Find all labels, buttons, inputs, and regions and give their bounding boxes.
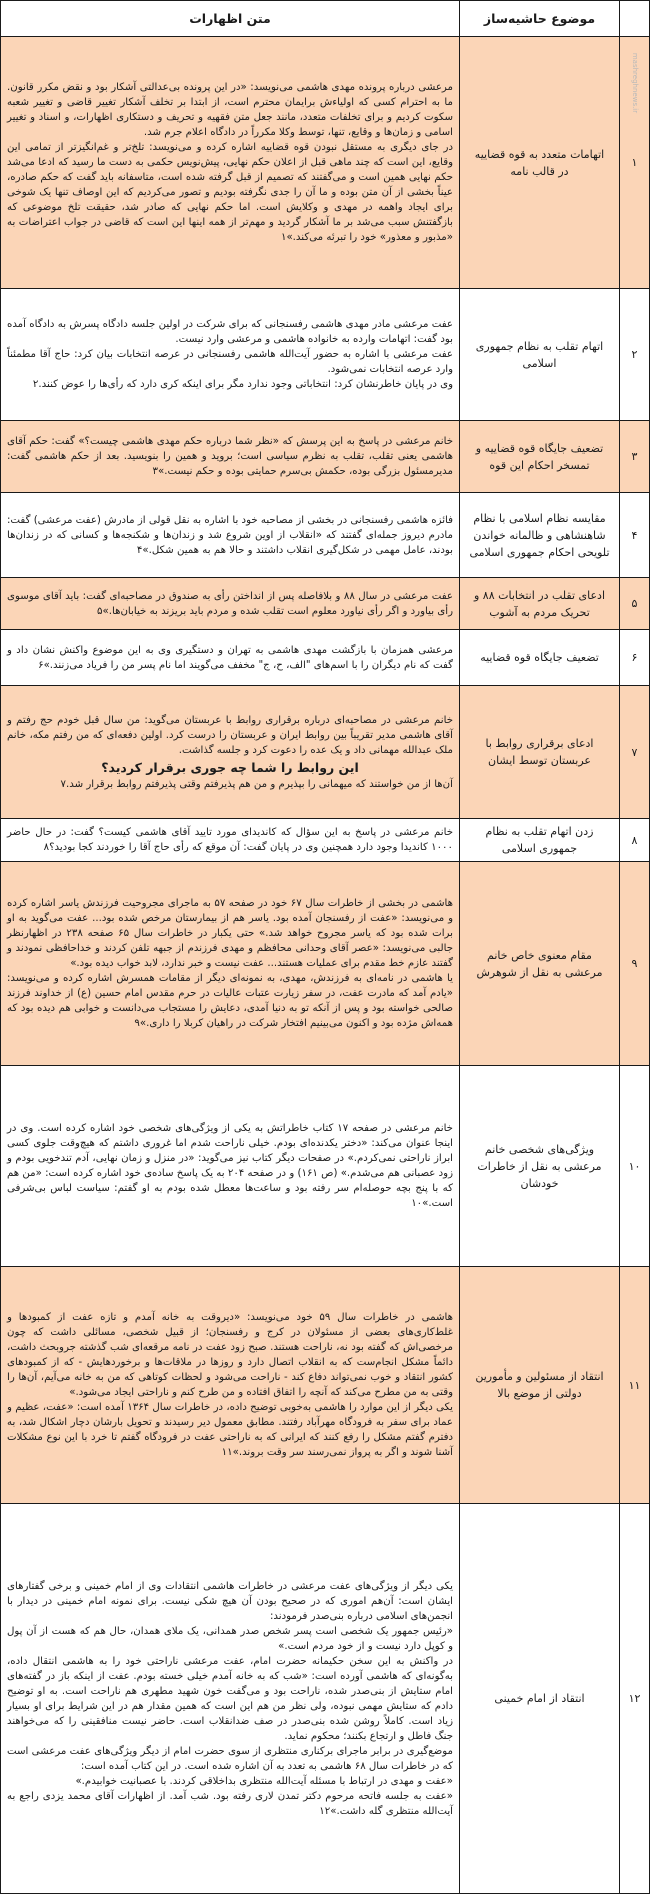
statement-paragraph: خانم مرعشی در مصاحبه‌ای درباره برقراری روابط با عربستان می‌گوید: من سال قبل خودم حج رفتم و آقای هاشمی مدیر تقریباً بین روابط ایران و عربستان را درست کرد. اولین دفعه‌ای که من رفتم مکه، خانم ملک عبدالله مهمانی داد و یک عده را دعوت کرد و جلسه گذاشت.	[7, 714, 453, 756]
row-number: ۳	[631, 450, 638, 463]
row-topic-cell	[459, 630, 619, 685]
row-statement-cell	[1, 289, 459, 420]
row-number-cell	[619, 1066, 649, 1266]
row-statement-cell	[1, 1066, 459, 1266]
row-number-cell	[619, 862, 649, 1065]
row-topic-cell	[459, 819, 619, 861]
header-number-cell	[619, 1, 649, 36]
statement-paragraph: «عفت به جلسه فاتحه مرحوم دکتر تمدن لاری رفته بود. شب آمد. از اظهارات آقای محمد یزدی راجع به آیت‌الله منتظری گله داشت.»۱۲	[7, 1790, 453, 1817]
header-topic-label: موضوع حاشیه‌ساز	[483, 11, 596, 26]
statement-paragraph: مرعشی همزمان با بازگشت مهدی هاشمی به تهران و دستگیری وی به این موضوع واکنش نشان داد و گفت که نام دیگران را با اسم‌های "الف، ح، ج" مخفف می‌گویند اما نام پسر من را فریاد می‌زنند.»۶	[7, 644, 453, 671]
statement-paragraph: خانم مرعشی در پاسخ به این سؤال که کاندیدای مورد تایید آقای هاشمی کیست؟ گفت: در حال حاضر ۱۰۰۰ کاندیدا وجود دارد همچنین وی در پایان گفت: آن موقع که رأی حاج آقا را خوردند کجا بودید؟۸	[7, 827, 453, 853]
row-topic: ادعای برقراری روابط با عربستان توسط ایشان	[485, 737, 594, 767]
statement-paragraph: وی در پایان خاطرنشان کرد: انتخاباتی وجود ندارد مگر برای اینکه کری دارد که رأی‌ها را عوض کنند.۲	[32, 379, 453, 390]
row-number: ۵	[631, 597, 638, 610]
row-number: ۶	[631, 651, 638, 664]
statement-paragraph: عفت مرعشی مادر مهدی هاشمی رفسنجانی که برای شرکت در اولین جلسه دادگاه پسرش به دادگاه آمده بود گفت: اتهامات وارده به خانواده هاشمی و مرعشی وارد نیست.	[7, 319, 453, 345]
table-row	[1, 289, 649, 421]
row-topic-cell	[459, 578, 619, 629]
statement-paragraph: یکی دیگر از ویژگی‌های عفت مرعشی در خاطرات هاشمی انتقادات وی از امام خمینی و برخی گفتارهای ایشان است: آن‌هم اموری که در صحیح بودن آن هیچ شکی نیست. برای نمونه امام خمینی در دیدار با انجمن‌های اسلامی درباره بنی‌صدر فرمودند:	[7, 1580, 453, 1622]
row-number: ۸	[631, 833, 638, 847]
statement-paragraph: در جای دیگری به مستقل نبودن قوه قضاییه اشاره کرده و می‌نویسد: تلخ‌تر و غم‌انگیزتر از تمامی این وقایع، این است که چند ماهی قبل از اعلان حکم نهایی، پیش‌نویس حکمی به دست ما رسید که ادعا می‌شد حکم نهایی همین است و می‌گفتند که تصمیم از قبل گرفته شده است، متاسفانه باید گفت که حکم صادره، عیناً بخشی از آن متن بوده و ما آن را جدی نگرفته بودیم و تصور می‌کردیم که این اوصاف تنها یک شوخی برای ایجاد واهمه در مهدی و وکلایش است. اما حکم نهایی که صادر شد، حقیقت تلخ موضوعی که بازگفتنش سبب می‌شد بر ما آشکار گردید و مهم‌تر از همه اینها این است که قاضی در جواب اعتراضات به «مذبور و معذور» خود را تبرئه می‌کند.»۱	[7, 142, 453, 243]
row-topic: ویژگی‌های شخصی خانم مرعشی به نقل از خاطرات خودشان	[477, 1142, 602, 1190]
table-row	[1, 1504, 649, 1893]
row-statement-cell	[1, 37, 459, 288]
row-statement-cell	[1, 862, 459, 1065]
row-topic: مقام معنوی خاص خانم مرعشی به نقل از شوهرش	[476, 948, 603, 979]
row-statement-cell	[1, 1267, 459, 1503]
table-row	[1, 578, 649, 630]
statement-highlighted-question: این روابط را شما چه جوری برقرار کردید؟	[101, 759, 359, 775]
row-topic: انتقاد از امام خمینی	[494, 1692, 585, 1705]
row-topic: تضعیف جایگاه قوه قضاییه و تمسخر احکام این قوه	[475, 441, 604, 472]
statement-paragraph: «رئیس جمهور یک شخصی است پسر شخص صدر همدانی، یک ملای همدان، حال هم که هست از آن پول و کوپل دارد نیست و از خود مردم است.»	[7, 1625, 453, 1652]
statement-paragraph: یکی دیگر از این موارد را هاشمی به‌خوبی توضیح داده، در خاطرات سال ۱۳۶۴ آمده است: «عفت، عظیم و عماد برای سفر به فرودگاه مهرآباد رفتند. مطابق معمول دیر رسیدند و تحویل بارشان دچار اشکال شد، به دفترم گفتم مشکل را رفع کنند که ایرانی که به ناراحتی عفت در فرودگاه گفتم تا خرد با این نوع مشکلات آشنا شوند و اگر به پرواز نمی‌رسند سر وقت بروند.»۱۱	[7, 1402, 453, 1458]
row-topic-cell	[459, 1066, 619, 1266]
row-number: ۲	[631, 348, 638, 361]
row-number-cell	[619, 493, 649, 577]
statement-paragraph: موضع‌گیری در برابر ماجرای برکناری منتظری از سوی حضرت امام از دیگر ویژگی‌های عفت مرعشی است که در خاطرات سال ۶۸ هاشمی به تعدد به آن اشاره شده است. در این کتاب آمده است:	[7, 1745, 453, 1772]
row-topic: اتهام تقلب به نظام جمهوری اسلامی	[475, 339, 604, 370]
row-statement-cell	[1, 421, 459, 492]
row-number-cell	[619, 289, 649, 420]
row-number-cell	[619, 819, 649, 861]
table-row	[1, 862, 649, 1066]
row-number: ۹	[631, 957, 638, 970]
row-topic: ادعای تقلب در انتخابات ۸۸ و تحریک مردم به آشوب	[473, 588, 606, 619]
row-topic-cell	[459, 1504, 619, 1893]
row-number-cell	[619, 421, 649, 492]
row-topic-cell	[459, 686, 619, 818]
statement-paragraph: خانم مرعشی در پاسخ به این پرسش که «نظر شما درباره حکم مهدی هاشمی چیست؟» گفت: حکم آقای هاشمی یعنی تقلب، تقلب به نظرم سیاسی است؛ بروید و همین را بنویسید. بعد از حکم هاشمی گفت: مدیرمسئول بزرگی بوده، حکمش بی‌سرم حمایتی بوده و حکم نیست.»۳	[7, 436, 453, 477]
row-number-cell	[619, 1504, 649, 1893]
row-topic: مقایسه نظام اسلامی با نظام شاهنشاهی و ظالمانه خواندن تلویحی احکام جمهوری اسلامی	[469, 511, 610, 559]
statement-paragraph: خانم مرعشی در صفحه ۱۷ کتاب خاطراتش به یکی از ویژگی‌های شخصی خود اشاره کرده است. وی در اینجا عنوان می‌کند: «دختر یکدنده‌ای بودم. خیلی ناراحت شدم اما غروری داشتم که هیچ‌وقت جلوی کسی ابراز ناراحتی نمی‌کردم.» در صفحات دیگر کتاب نیز می‌گوید: «در منزل و زمان نهایی، آدم تندخویی بودم و زود عصبانی هم می‌شدم.» (ص ۱۶۱) و در صفحه ۲۰۴ به یک پاسخ ساده‌ی خود اشاره کرده است: «من هم که با پنج بچه حوصله‌ام سر رفته بود و ساعت‌ها معطل شده بودم به او گفتم: سیاست لباس بی‌شرفی است.»۱۰	[7, 1123, 453, 1209]
header-statement-cell	[1, 1, 459, 36]
row-statement-cell	[1, 493, 459, 577]
row-topic: تضعیف جایگاه قوه قضاییه	[480, 651, 599, 664]
row-statement-cell	[1, 578, 459, 629]
header-topic-cell	[459, 1, 619, 36]
row-number-cell	[619, 630, 649, 685]
row-topic: زدن اتهام تقلب به نظام جمهوری اسلامی	[485, 825, 594, 855]
statement-paragraph: عفت مرعشی با اشاره به حضور آیت‌الله هاشمی رفسنجانی در عرصه انتخابات بیان کرد: حاج آقا مطمئناً وارد عرصه انتخابات نمی‌شود.	[7, 349, 453, 375]
row-statement-cell	[1, 819, 459, 861]
row-topic-cell	[459, 493, 619, 577]
row-number-cell	[619, 578, 649, 629]
statement-paragraph: «عفت و مهدی در ارتباط با مسئله آیت‌الله منتظری بداخلاقی کردند. با عصبانیت خوابیدم.»	[75, 1775, 453, 1787]
statement-paragraph: آن‌ها از من خواستند که میهمانی را بپذیرم و من هم پذیرفتم وقتی پذیرفتم روابط برقرار شد.۷	[60, 778, 453, 790]
statement-paragraph: عفت مرعشی در سال ۸۸ و بلافاصله پس از انداختن رأی به صندوق در مصاحبه‌ای گفت: باید آقای موسوی رأی بیاورد و اگر رأی نیاورد معلوم است تقلب شده و مردم باید بریزند به خیابان‌ها.»۵	[7, 590, 453, 617]
header-statement-label: متن اظهارات	[189, 11, 271, 26]
row-statement-cell	[1, 630, 459, 685]
table-row	[1, 37, 649, 289]
table-row	[1, 421, 649, 493]
row-topic-cell	[459, 421, 619, 492]
table-header-row	[1, 1, 649, 37]
statement-paragraph: هاشمی در خاطرات سال ۵۹ خود می‌نویسد: «دیروقت به خانه آمدم و تازه عفت از کمبودها و غلط‌کاری‌های بعضی از مسئولان در کرج و رفسنجان؛ از قبیل شخصی، مسائلی داشت که چون مرخصی‌اش که گفته بود نه، ناراحت هستند. صبح زود عفت در نامه مرقعه‌ای شب گذشته جروبحث داشت، دائماً مشکل انجام‌ست که به انقلاب اتصال دارد و روزها در ملاقات‌ها و برخوردهایش - که از کمبودهای کشور انتقاد و خوب نمی‌تواند دفاع کند - ناراحت می‌شود و لحظات کوتاهی که من به خانه می‌آیم، آن‌ها را وقتی به من مطرح می‌کند که آنچه را اتفاق افتاده و من طرح کنم و ناراحتی ایجاد می‌شود.»	[7, 1312, 453, 1398]
row-number-cell	[619, 1267, 649, 1503]
row-topic-cell	[459, 37, 619, 288]
table-row	[1, 819, 649, 862]
row-number-cell	[619, 686, 649, 818]
row-topic-cell	[459, 289, 619, 420]
table-row	[1, 1267, 649, 1504]
row-number: ۱۰	[628, 1159, 641, 1173]
row-topic-cell	[459, 1267, 619, 1503]
row-number: ۱۱	[628, 1378, 641, 1392]
row-number: ۱۲	[628, 1692, 641, 1705]
row-topic: انتقاد از مسئولین و مأمورین دولتی از موضع بالا	[475, 1370, 604, 1400]
row-number-cell	[619, 37, 649, 288]
row-statement-cell	[1, 1504, 459, 1893]
statement-paragraph: فائزه هاشمی رفسنجانی در بخشی از مصاحبه خود با اشاره به نقل قولی از مادرش (عفت مرعشی) گفت: مادرم دیروز جمله‌ای گفتند که «انقلاب از اوین شروع شد و زندان‌ها و شکنجه‌ها و کسانی که در زندان‌ها بودند، عامل مهمی در شکل‌گیری انقلاب داشتند و حالا هم به همین شکل.»۴	[7, 514, 453, 556]
row-number: ۱	[631, 156, 638, 169]
table-row	[1, 493, 649, 578]
row-topic-cell	[459, 862, 619, 1065]
statement-paragraph: مرعشی درباره پرونده مهدی هاشمی می‌نویسد: «در این پرونده بی‌عدالتی آشکار بود و نقض مکرر قانون. ما به احترام کسی که اولیاءش برایمان محترم است، از ابتدا بر تخلف آشکار تغییر قاضی و تغییر شعبه سکوت کردیم و برای تخلفات متعدد، مانند جعل متن فقهیه و تحریف و دستکاری اظهارات، و اسناد و تغییر اسامی و زمان‌ها و وقایع، تنها، توسط وکلا مکرراً در دادگاه اعلام جرم شد.	[7, 82, 453, 138]
table-row	[1, 1066, 649, 1267]
statement-paragraph: در واکنش به این سخن حکیمانه حضرت امام، عفت مرعشی ناراحتی خود را به هاشمی انتقال داده، به‌گونه‌ای که هاشمی آورده است: «شب که به خانه آمدم خیلی خسته بودم. عفت از اینکه باز در گفته‌های امام ستایش از بنی‌صدر شده، ناراحت بود و می‌گفت خون شهید مطهری هم ناراحت است. به او توضیح دادم که ستایش مهمی نبوده، ولی نظر من هم این است که همین مقدار هم در این شرایط برای او بسیار زیاد است. کاملاً روشن شده بنی‌صدر در صف ضدانقلاب است. حاضر نیست منافقینی را که می‌خواهند جنگ فاطل و ارتجاع بکنند؛ محکوم نماید.	[7, 1655, 453, 1742]
table-row	[1, 686, 649, 819]
source-watermark: mashreghnews.ir	[630, 52, 639, 114]
statement-paragraph: هاشمی در بخشی از خاطرات سال ۶۷ خود در صفحه ۵۷ به ماجرای مجروحیت فرزندش یاسر اشاره کرده و می‌نویسد: «عفت از رفسنجان آمده بود. یاسر هم از بیمارستان مرخص شده بود... عفت می‌گوید به او برات شده بود که یاسر مجروح خواهد شد.» حتی یکبار در خاطرات سال ۶۵ صفحه ۲۳۸ در اظهارنظر جالبی می‌نویسد: «عصر آقای وحدانی محافظم و مهدی فرزندم از جبهه تلفن کردند و خداحافظی نمودند و گفتند عازم خط مقدم برای عملیات هستند... عفت نیست و خبر ندارد، لابد خواب دیده بود.»	[7, 898, 453, 969]
row-number: ۴	[631, 528, 638, 542]
table-row	[1, 630, 649, 686]
row-statement-cell	[1, 686, 459, 818]
row-number: ۷	[631, 745, 638, 759]
row-topic: اتهامات متعدد به قوه قضاییه در قالب نامه	[474, 147, 605, 178]
statement-paragraph: یا هاشمی در نامه‌ای به فرزندش، مهدی، به نمونه‌ای دیگر از مقامات همسرش اشاره کرده و می‌نویسد: «یادم آمد که مادرت عفت، در سفر زیارت عتبات عالیات در حرم مقدس امام حسین (ع) از خداوند فرزند صالحی خواسته بود و پس از آنکه تو به دنیا آمدی، دعایش را مستجاب می‌دانست و خوابی هم دیده بود که همه‌اش مژده بود و اکنون می‌بینیم افتخار شرکت در راهیان کربلا را داری.»۹	[7, 973, 453, 1029]
